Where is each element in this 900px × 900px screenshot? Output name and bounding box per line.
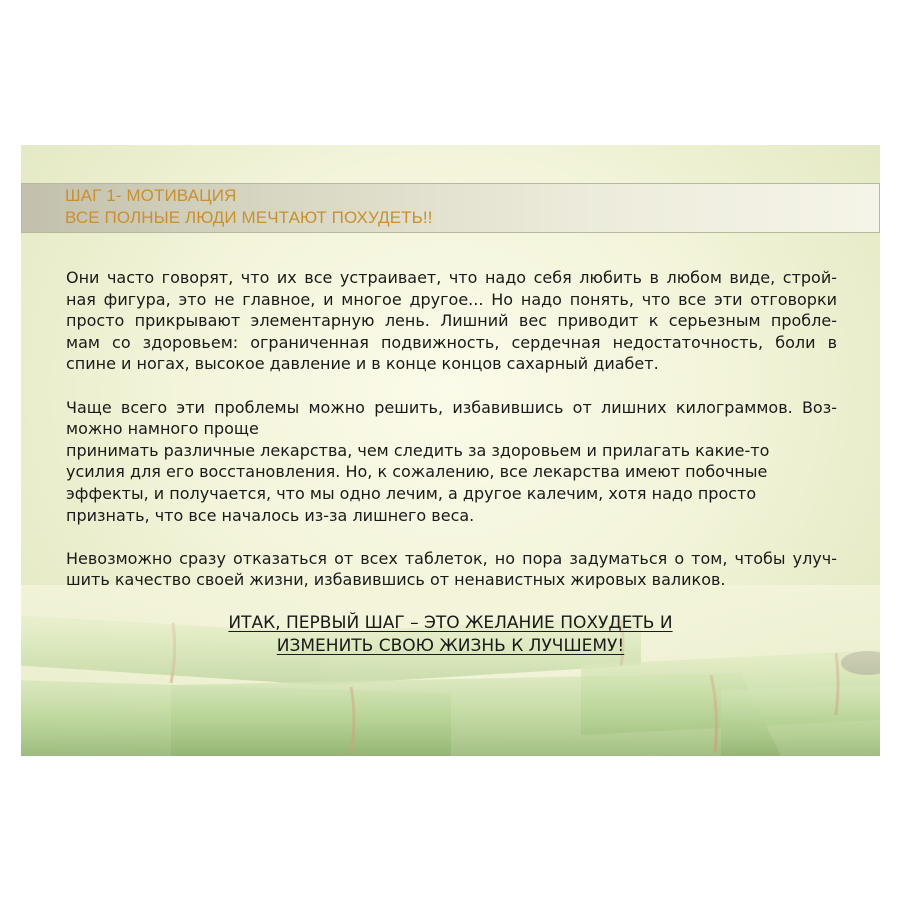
text-line: ная фигура, это не главное, и многое другое... Но надо понять, что все эти отговорки [66, 289, 837, 309]
paragraph-3 [66, 548, 837, 591]
text-line: просто прикрывают элементарную лень. Лишний вес приводит к серьезным пробле- [66, 311, 837, 331]
text-line: Чаще всего эти проблемы можно решить, избавившись от лишних килограммов. Воз- [66, 397, 837, 417]
page-subtitle: ВСЕ ПОЛНЫЕ ЛЮДИ МЕЧТАЮТ ПОХУДЕТЬ!! [65, 208, 433, 227]
text-line: принимать различные лекарства, чем следить за здоровьем и прилагать какие-то [66, 440, 770, 460]
callout-line-1: ИТАК, ПЕРВЫЙ ШАГ – ЭТО ЖЕЛАНИЕ ПОХУДЕТЬ И [228, 613, 673, 633]
text-line: можно намного проще [66, 419, 259, 439]
paragraph-1 [66, 267, 837, 375]
text-line: мам со здоровьем: ограниченная подвижность, сердечная недостаточность, боли в [66, 332, 837, 352]
text-line: признать, что все началось из-за лишнего веса. [66, 505, 475, 525]
text-line: Они часто говорят, что их все устраивает, что надо себя любить в любом виде, строй- [66, 268, 837, 287]
title-band [21, 183, 880, 233]
text-line: Невозможно сразу отказаться от всех таблеток, но пора задуматься о том, чтобы улуч- [66, 548, 837, 568]
paragraph-2 [66, 397, 837, 527]
text-line: усилия для его восстановления. Но, к сожалению, все лекарства имеют побочные [66, 462, 768, 482]
text-line: шить качество своей жизни, избавившись от ненавистных жировых валиков. [66, 570, 726, 590]
text-line: эффекты, и получается, что мы одно лечим, а другое калечим, хотя надо просто [66, 483, 757, 503]
slide [21, 145, 880, 756]
step-title: ШАГ 1- МОТИВАЦИЯ [65, 186, 237, 205]
text-line: спине и ногах, высокое давление и в конце концов сахарный диабет. [66, 354, 659, 374]
callout-heading [21, 612, 880, 658]
article-body [66, 267, 837, 613]
callout-line-2: ИЗМЕНИТЬ СВОЮ ЖИЗНЬ К ЛУЧШЕМУ! [276, 636, 625, 656]
